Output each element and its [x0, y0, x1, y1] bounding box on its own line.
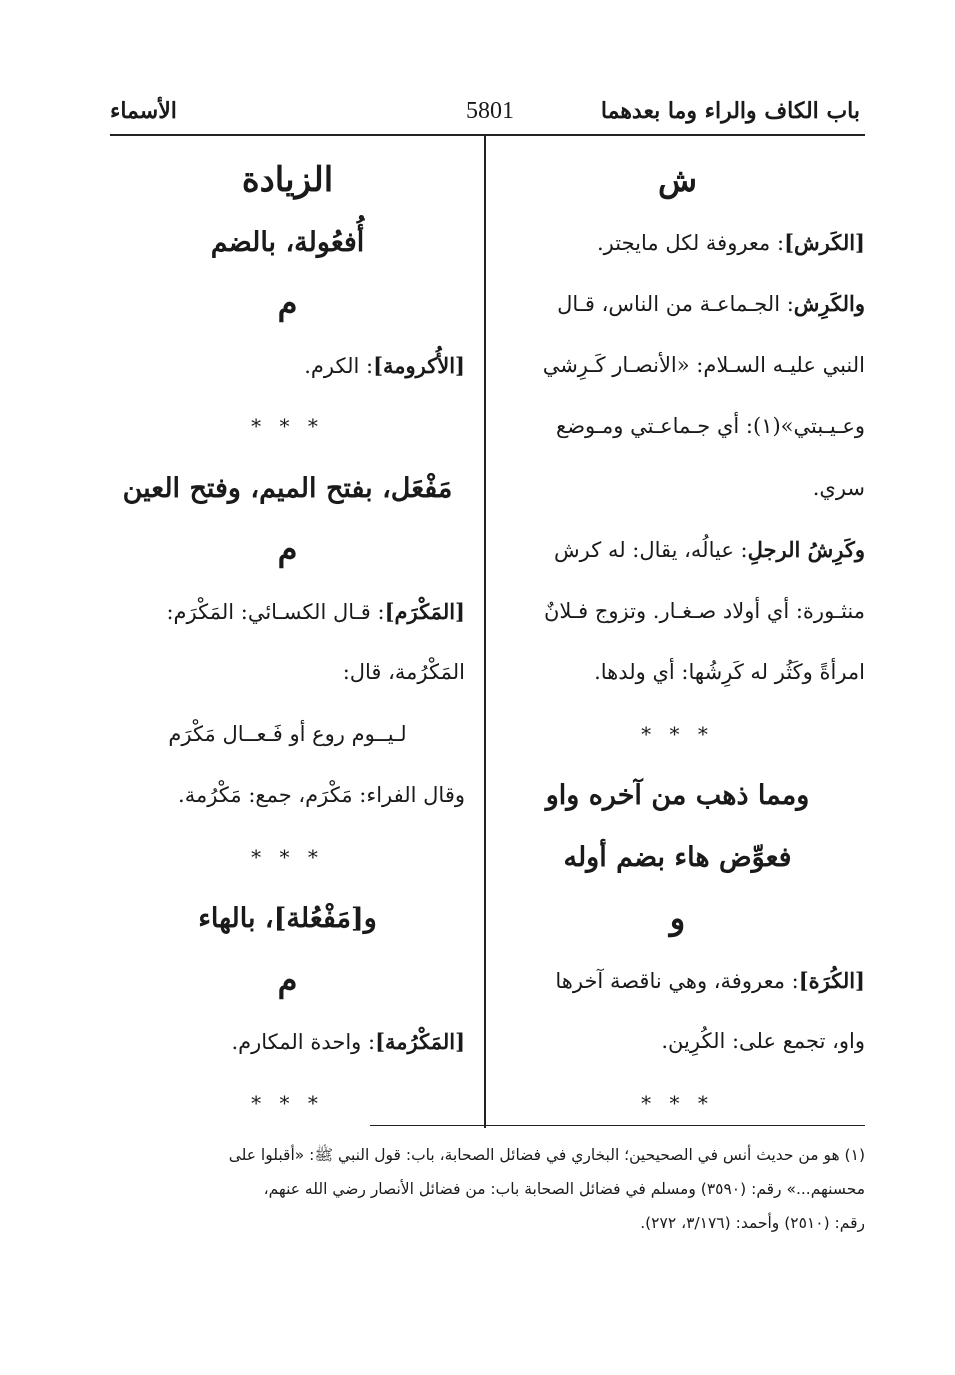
text-line [490, 1011, 865, 1073]
root-letter [490, 888, 865, 950]
footnote-line: (١) هو من حديث أنس في الصحيحين؛ البخاري في فضائل الصحابة، باب: قول النبي ﷺ: «أقبلوا على [228, 1146, 865, 1164]
text-line [490, 458, 865, 520]
text-line [490, 396, 865, 458]
root-letter [490, 150, 865, 212]
line-text: * * * [251, 1090, 324, 1115]
section-heading [110, 458, 465, 520]
line-text: : الجـماعـة من الناس، قـال [557, 292, 794, 316]
text-line [490, 335, 865, 397]
line-text: : معروفة، وهي ناقصة آخرها [555, 968, 799, 993]
footnote-line: محسنهم...» رقم: (٣٥٩٠) ومسلم في فضائل الصحابة باب: من فضائل الأنصار رضي الله عنهم، [263, 1180, 865, 1198]
root-letter [110, 519, 465, 581]
headword: [الكَرش] [784, 229, 865, 255]
page-number: 5801 [466, 98, 514, 124]
text-line [110, 642, 465, 704]
text-line [110, 765, 465, 827]
footnote-line: رقم: (٢٥١٠) وأحمد: (٣/١٧٦، ٢٧٢). [640, 1214, 865, 1232]
root-letter [110, 273, 465, 335]
line-text: ش [657, 161, 698, 199]
text-line [490, 950, 865, 1012]
headword: [الأُكرومة] [373, 352, 465, 378]
text-line [490, 581, 865, 643]
line-text: * * * [641, 721, 714, 746]
headword: [الكُرَة] [798, 967, 865, 993]
text-line [490, 212, 865, 274]
right-column [490, 150, 865, 1134]
text-line [110, 1011, 465, 1073]
left-column [110, 150, 465, 1134]
running-header-chapter: باب الكاف والراء وما بعدهما [600, 98, 860, 124]
line-text: : واحدة المكارم. [231, 1030, 376, 1054]
line-text: م [277, 960, 298, 999]
root-letter [110, 950, 465, 1012]
separator-stars [490, 704, 865, 766]
line-text: م [277, 530, 298, 568]
line-text: ومما ذهب من آخره واو [545, 780, 810, 811]
line-text: لـيــوم روع أو فَـعــال مَكْرَم [168, 721, 407, 746]
line-text: : معروفة لكل مايجتر. [597, 230, 785, 255]
section-title [110, 150, 465, 212]
column-separator [484, 136, 486, 1128]
headword: [المَكْرَم] [384, 598, 465, 624]
section-heading [490, 765, 865, 827]
line-text: واو، تجمع على: الكُرِين. [661, 1029, 865, 1053]
text-line [490, 519, 865, 581]
text-line [490, 273, 865, 335]
line-text: و [669, 899, 686, 937]
line-text: : عيالُه، يقال: له كرش [554, 538, 748, 562]
section-heading [110, 212, 465, 274]
line-text: * * * [251, 844, 324, 869]
headword: والكَرِش [793, 291, 865, 316]
running-header-section: الأسماء [110, 98, 177, 124]
line-text: فعوِّض هاء بضم أوله [563, 841, 792, 873]
line-text: وقال الفراء: مَكْرَم، جمع: مَكْرُمة. [178, 783, 465, 807]
line-text: م [277, 284, 298, 322]
footnote-rule [370, 1125, 865, 1126]
line-text: : الكرم. [304, 353, 374, 378]
line-text: النبي عليـه السـلام: «الأنصـار كَـرِشي [542, 352, 865, 377]
line-text: * * * [251, 414, 324, 438]
separator-stars [110, 827, 465, 889]
section-heading [490, 827, 865, 889]
footnote [110, 1138, 865, 1240]
line-text: امرأةً وكَثُر له كَرِشُها: أي ولدها. [594, 660, 865, 684]
line-text: الزيادة [241, 160, 334, 200]
separator-stars [110, 396, 465, 458]
line-text: مَفْعَل، بفتح الميم، وفتح العين [122, 472, 453, 504]
line-text: أُفعُولة، بالضم [210, 226, 365, 258]
line-text: وعـيـبتي»(١): أي جـماعـتي ومـوضع [556, 414, 865, 438]
line-text: منثـورة: أي أولاد صـغـار. وتزوج فـلانٌ [544, 598, 865, 623]
text-line [110, 335, 465, 397]
headword: [المَكْرُمة] [375, 1029, 465, 1054]
text-line [110, 581, 465, 643]
text-line [490, 642, 865, 704]
line-text: : قـال الكسـائي: المَكْرَم: [166, 599, 385, 624]
line-text: المَكْرُمة، قال: [342, 660, 465, 684]
headword: وكَرِشُ الرجلِ [747, 537, 865, 562]
line-text: و[مَفْعُلة]، بالهاء [198, 903, 377, 934]
line-text: * * * [641, 1090, 714, 1115]
header-rule [110, 134, 865, 136]
verse-line [110, 704, 465, 766]
section-heading [110, 888, 465, 950]
line-text: سري. [812, 475, 865, 500]
